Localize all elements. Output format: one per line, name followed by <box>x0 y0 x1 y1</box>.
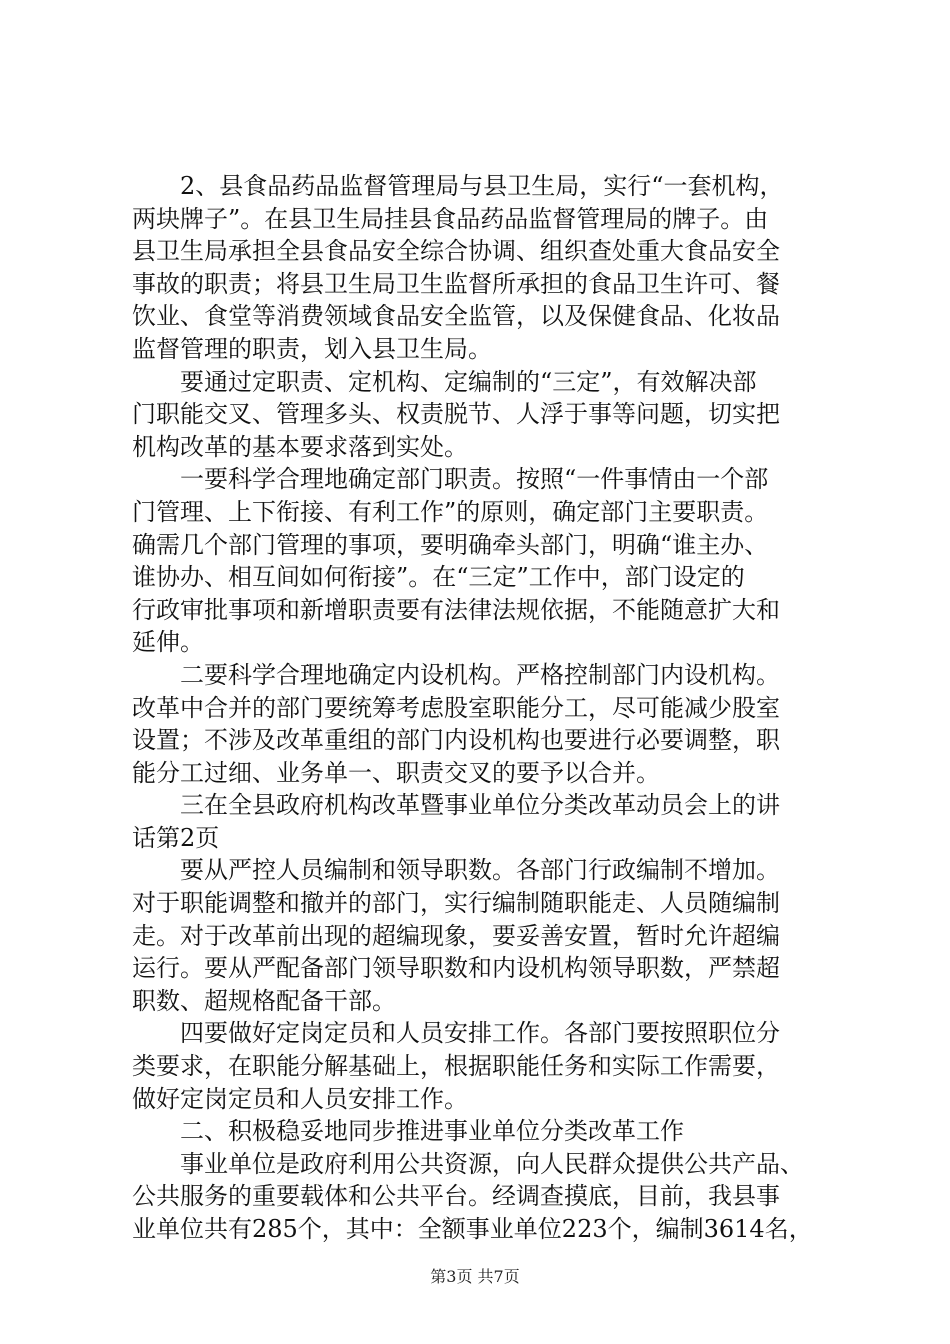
text-line: 2、县食品药品监督管理局与县卫生局，实行“一套机构， <box>180 172 784 200</box>
text-line: 运行。要从严配备部门领导职数和内设机构领导职数，严禁超 <box>132 954 780 983</box>
text-line: 饮业、食堂等消费领域食品安全监管，以及保健食品、化妆品 <box>132 302 780 331</box>
text-line: 事业单位是政府利用公共资源，向人民群众提供公共产品、 <box>180 1149 804 1178</box>
text-line: 两块牌子”。在县卫生局挂县食品药品监督管理局的牌子。由 <box>132 204 769 233</box>
text-line: 对于职能调整和撤并的部门，实行编制随职能走、人员随编制 <box>132 889 780 918</box>
text-line: 设置；不涉及改革重组的部门内设机构也要进行必要调整，职 <box>132 726 780 755</box>
text-line: 机构改革的基本要求落到实处。 <box>132 432 468 461</box>
text-line: 监督管理的职责，划入县卫生局。 <box>132 334 492 363</box>
text-line: 要通过定职责、定机构、定编制的“三定”，有效解决部 <box>180 367 757 396</box>
text-line: 二要科学合理地确定内设机构。严格控制部门内设机构。 <box>180 660 780 689</box>
document-body <box>132 170 832 1246</box>
text-line: 能分工过细、业务单一、职责交叉的要予以合并。 <box>132 758 660 787</box>
text-line: 谁协办、相互间如何衔接”。在“三定”工作中，部门设定的 <box>132 563 745 592</box>
text-line: 话第2页 <box>132 823 220 852</box>
text-line: 确需几个部门管理的事项，要明确牵头部门，明确“谁主办、 <box>132 530 769 559</box>
text-line: 门职能交叉、管理多头、权责脱节、人浮于事等问题，切实把 <box>132 400 780 429</box>
text-line: 公共服务的重要载体和公共平台。经调查摸底，目前，我县事 <box>132 1182 780 1211</box>
text-line: 改革中合并的部门要统筹考虑股室职能分工，尽可能减少股室 <box>132 693 780 722</box>
page-footer: 第3页 共7页 <box>430 1267 520 1286</box>
text-line: 业单位共有285个，其中：全额事业单位223个，编制3614名， <box>132 1215 813 1243</box>
text-line: 延伸。 <box>132 628 204 657</box>
text-line: 事故的职责；将县卫生局卫生监督所承担的食品卫生许可、餐 <box>132 269 780 298</box>
text-line: 门管理、上下衔接、有利工作”的原则，确定部门主要职责。 <box>132 497 769 526</box>
text-line: 走。对于改革前出现的超编现象，要妥善安置，暂时允许超编 <box>132 921 780 950</box>
text-line: 职数、超规格配备干部。 <box>132 986 396 1015</box>
text-line: 三在全县政府机构改革暨事业单位分类改革动员会上的讲 <box>180 791 780 820</box>
text-line: 做好定岗定员和人员安排工作。 <box>132 1084 468 1113</box>
section-heading: 二、积极稳妥地同步推进事业单位分类改革工作 <box>180 1117 684 1146</box>
text-line: 县卫生局承担全县食品安全综合协调、组织查处重大食品安全 <box>132 237 780 266</box>
text-line: 四要做好定岗定员和人员安排工作。各部门要按照职位分 <box>180 1019 780 1048</box>
text-line: 类要求，在职能分解基础上，根据职能任务和实际工作需要， <box>132 1052 780 1081</box>
text-line: 要从严控人员编制和领导职数。各部门行政编制不增加。 <box>180 856 780 885</box>
text-line: 一要科学合理地确定部门职责。按照“一件事情由一个部 <box>180 465 769 494</box>
text-line: 行政审批事项和新增职责要有法律法规依据，不能随意扩大和 <box>132 595 780 624</box>
